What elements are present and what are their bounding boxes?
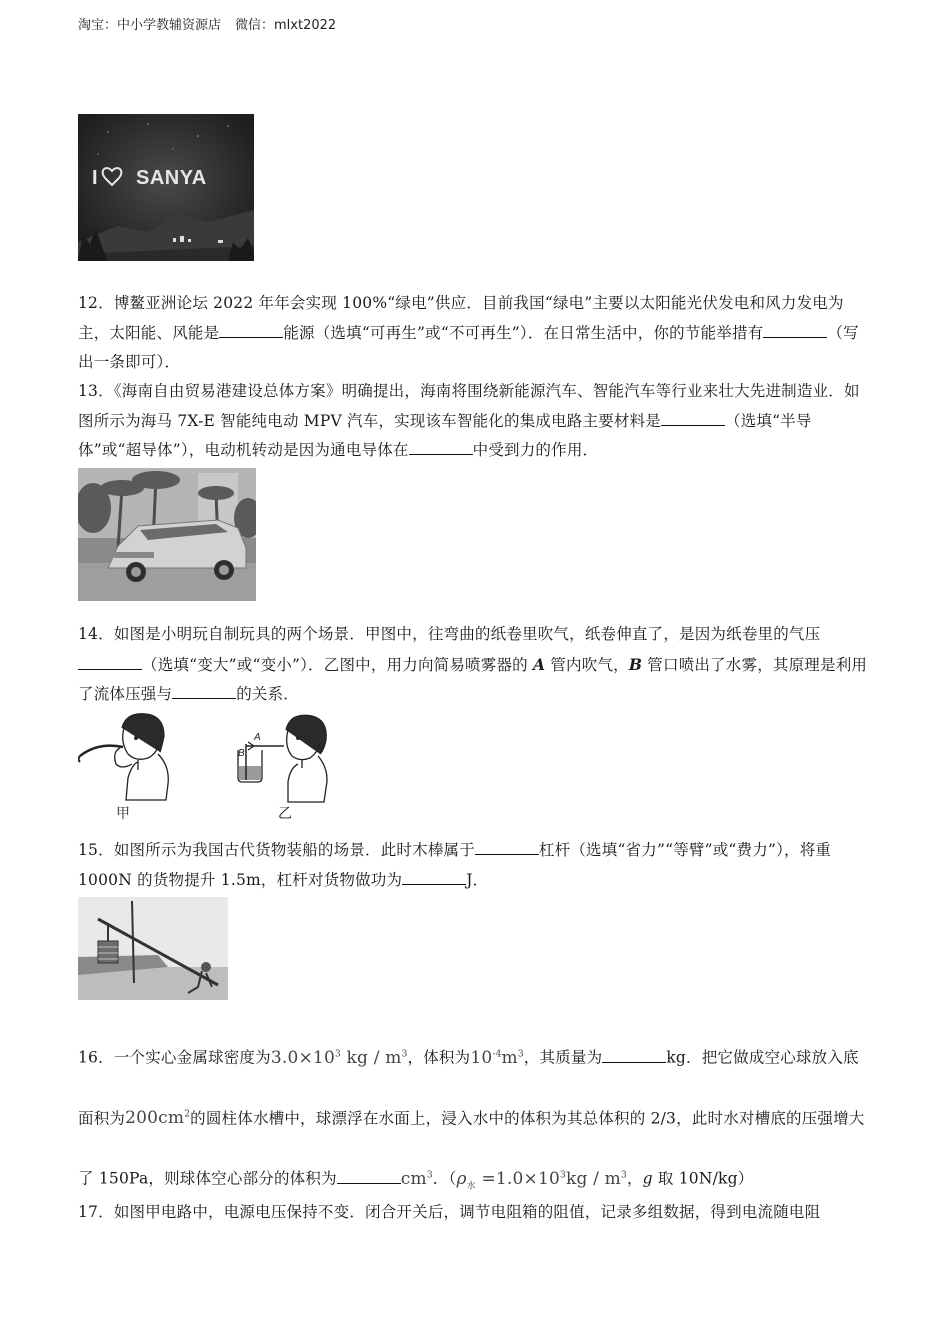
question-text: 《海南自由贸易港建设总体方案》明确提出，海南将围绕新能源汽车、智能汽车等行业来壮大先进制造业．如图所示为海马 7X-E 智能纯电动 MPV 汽车，实现该车智能化的集成电路主要材料是 xyxy=(78,382,860,430)
question-text: 中受到力的作用． xyxy=(472,441,599,459)
lever-ship-figure xyxy=(78,897,228,1000)
question-text: 如图是小明玩自制玩具的两个场景．甲图中，往弯曲的纸卷里吹气，纸卷伸直了，是因为纸卷里的气压 xyxy=(113,625,821,643)
question-text: 杠杆（选填“省力”“等臂”或“费力”），将重 1000N 的货物提升 1.5m，杠杆对货物做功为 xyxy=(78,841,832,889)
question-text: （选填“半导体”或“超导体”），电动机转动是因为通电导体在 xyxy=(78,411,812,459)
area-expression: $200cm^2$ xyxy=(125,1108,191,1129)
answer-blank[interactable] xyxy=(172,680,236,699)
tube-a-label: A xyxy=(532,654,546,674)
answer-blank[interactable] xyxy=(602,1044,666,1063)
car-photo-svg xyxy=(78,468,256,601)
answer-blank[interactable] xyxy=(219,319,283,338)
car-photo xyxy=(78,468,256,601)
water-density-expression: $\rho_水 =1.0\times 10^3kg / m^3$ xyxy=(456,1168,627,1192)
answer-blank[interactable] xyxy=(763,319,827,338)
fig-label-jia: 甲 xyxy=(116,805,130,821)
question-14 xyxy=(78,620,874,710)
question-text: ， xyxy=(626,1169,643,1188)
question-text: 博鳌亚洲论坛 2022 年年会实现 100%“绿电”供应．目前我国“绿电”主要以太阳能光伏发电和风力发电为主，太阳能、风能是 xyxy=(78,294,844,342)
question-15 xyxy=(78,836,874,895)
question-text: 如图所示为我国古代货物装船的场景．此时木棒属于 xyxy=(113,841,475,859)
question-text: 的圆柱体水槽中，球漂浮在水面上，浸入水中的体积为其总体积的 2/3，此时水对槽底的压强增大了 150Pa，则球体空心部分的体积为 xyxy=(78,1109,865,1188)
question-16 xyxy=(78,1026,874,1215)
volume-expression: $10^{-4}m^3$ xyxy=(470,1047,524,1068)
question-number: 16． xyxy=(78,1048,114,1067)
question-text: 能源（选填“可再生”或“不可再生”）．在日常生活中，你的节能举措有 xyxy=(283,323,764,342)
answer-blank[interactable] xyxy=(661,407,725,426)
sanya-photo-svg xyxy=(78,114,254,261)
density-expression: $3.0\times 10^3$ kg / $m^3$ xyxy=(270,1047,408,1068)
question-text: 管口喷出了水雾，其原理是利用了流体压强与 xyxy=(78,655,868,703)
question-13 xyxy=(78,377,874,466)
answer-blank[interactable] xyxy=(475,836,539,855)
question-text: ，体积为 xyxy=(407,1048,471,1067)
question-text: ，其质量为 xyxy=(523,1048,603,1067)
question-number: 15． xyxy=(78,841,114,859)
tube-b-label: B xyxy=(628,654,643,674)
gravity-symbol: g xyxy=(642,1169,653,1188)
question-text: （选填“变大”或“变小”）．乙图中，用力向简易喷雾器的 xyxy=(142,655,533,674)
answer-blank[interactable] xyxy=(337,1165,401,1184)
question-text: （写出一条即可）． xyxy=(78,323,859,371)
fig-label-b: B xyxy=(238,748,245,759)
lever-ship-svg xyxy=(78,897,228,1000)
answer-blank[interactable] xyxy=(78,651,142,670)
question-text: 的关系． xyxy=(236,685,300,703)
cm-unit: $cm^3$ xyxy=(400,1168,433,1189)
question-number: 14． xyxy=(78,625,114,643)
fig-label-yi: 乙 xyxy=(278,805,292,821)
sign-city: SANYA xyxy=(136,167,207,189)
question-text: J． xyxy=(466,870,489,889)
page-header xyxy=(78,14,336,33)
shop-name: 淘宝：中小学教辅资源店 xyxy=(78,18,222,33)
answer-blank[interactable] xyxy=(409,436,473,455)
question-number: 17． xyxy=(78,1203,114,1221)
sign-letter-i: I xyxy=(92,167,98,189)
question-number: 12． xyxy=(78,294,114,312)
question-text: 取 10N/kg） xyxy=(652,1169,754,1188)
wechat-id: 微信：mlxt2022 xyxy=(235,18,337,33)
fig-label-a: A xyxy=(254,732,261,743)
sanya-photo xyxy=(78,114,254,261)
question-17 xyxy=(78,1198,874,1228)
question-text: 一个实心金属球密度为 xyxy=(113,1048,271,1067)
question-text: 如图甲电路中，电源电压保持不变．闭合开关后，调节电阻箱的阻值，记录多组数据，得到电流随电阻 xyxy=(113,1203,821,1221)
question-text: kg．把它做成空心球放入底面积为 xyxy=(78,1048,859,1128)
toy-scenes-svg xyxy=(78,708,330,826)
question-12 xyxy=(78,289,874,378)
answer-blank[interactable] xyxy=(402,866,466,885)
question-text: 管内吹气， xyxy=(545,655,629,674)
toy-scenes-figure xyxy=(78,708,330,826)
question-text: ．（ xyxy=(432,1169,457,1188)
question-number: 13． xyxy=(78,382,114,400)
